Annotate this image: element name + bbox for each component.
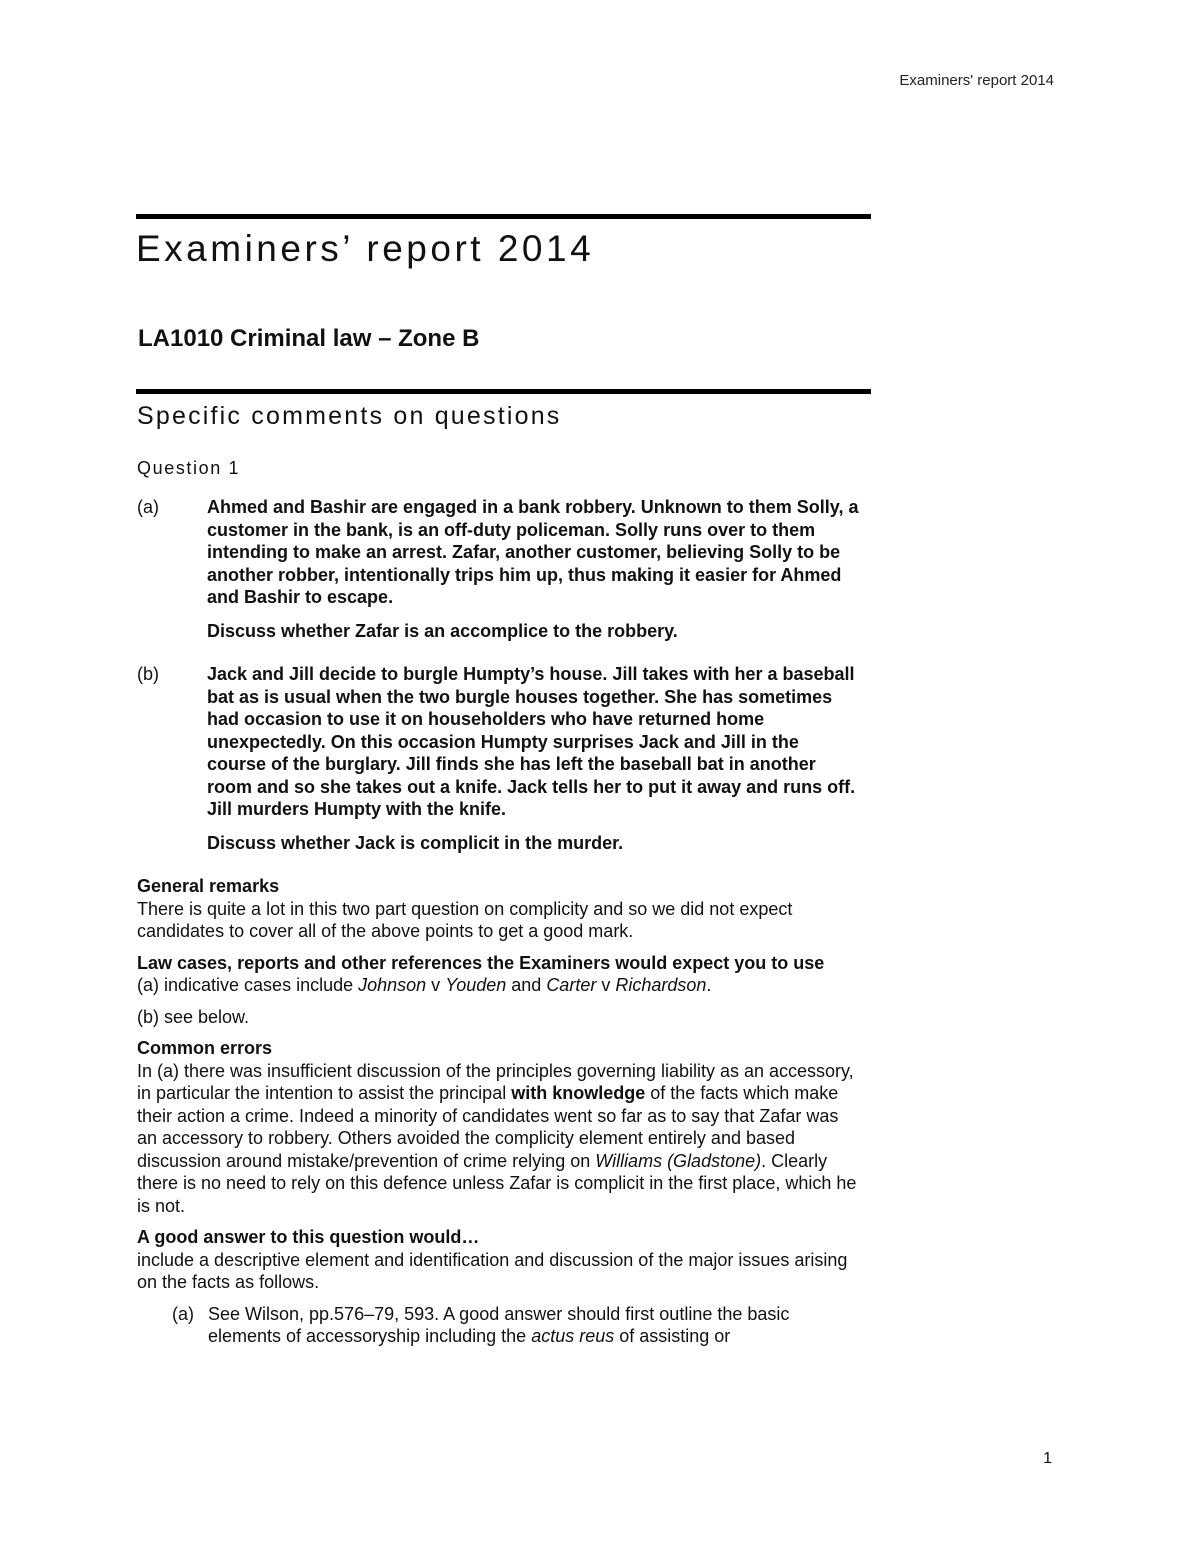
document-title: Examiners’ report 2014 [136,228,595,269]
general-remarks-text: There is quite a lot in this two part question on complicity and so we did not expect candidates to cover all of the above points to get a good mark. [137,898,793,941]
common-errors-heading: Common errors [137,1038,273,1058]
running-header: Examiners' report 2014 [899,72,1054,89]
latin-term: actus reus [531,1326,615,1346]
page-number: 1 [1043,1450,1052,1467]
good-answer [137,1226,862,1348]
course-subtitle: LA1010 Criminal law – Zone B [138,325,480,352]
case-name: Johnson [358,975,427,995]
main-content [137,458,862,1354]
case-name: Carter [546,975,597,995]
general-remarks [137,875,862,943]
references-a: (a) indicative cases include Johnson v Youden and Carter v Richardson. [137,975,712,995]
part-label: (a) [137,497,159,517]
section-title: Specific comments on questions [137,402,562,430]
middle-rule [136,389,871,394]
references-heading: Law cases, reports and other references the Examiners would expect you to use [137,952,825,973]
good-answer-heading: A good answer to this question would… [137,1227,480,1247]
good-answer-item-a [172,1303,862,1348]
case-name: Richardson [615,975,707,995]
question-label: Question 1 [137,458,241,478]
top-rule [136,214,871,219]
common-errors [137,1037,862,1217]
question-part-a [137,496,862,653]
part-task: Discuss whether Jack is complicit in the murder. [207,832,624,853]
good-answer-intro: include a descriptive element and identification and discussion of the major issues arising on the facts as follows. [137,1249,848,1292]
question-part-b [137,663,862,865]
item-label: (a) [172,1303,194,1324]
references-b: (b) see below. [137,1006,250,1027]
part-task: Discuss whether Zafar is an accomplice to the robbery. [207,620,678,641]
references-section [137,952,862,1029]
part-text: Jack and Jill decide to burgle Humpty’s house. Jill takes with her a baseball bat as is usual when the two burgle houses together. She has sometimes had occasion to use it on householders who have returned home unexpectedly. On this occasion Humpty surprises Jack and Jill in the course of the burglary. Jill finds she has left the baseball bat in another room and so she takes out a knife. Jack tells her to put it away and runs off. Jill murders Humpty with the knife. [207,664,856,819]
emphasis: with knowledge [511,1083,646,1103]
case-name: Youden [445,975,507,995]
common-errors-text: In (a) there was insufficient discussion of the principles governing liability as an accessory, in particular the intention to assist the principal with knowledge of the facts which make their action a crime. Indeed a minority of candidates went so far as to say that Zafar was an accessory to robbery. Others avoided the complicity element entirely and based discussion around mistake/prevention of crime relying on Williams (Gladstone). Clearly there is no need to rely on this defence unless Zafar is complicit in the first place, which he is not. [137,1060,857,1216]
part-text: Ahmed and Bashir are engaged in a bank robbery. Unknown to them Solly, a customer in the bank, is an off-duty policeman. Solly runs over to them intending to make an arrest. Zafar, another customer, believing Solly to be another robber, intentionally trips him up, thus making it easier for Ahmed and Bashir to escape. [207,497,859,607]
general-remarks-heading: General remarks [137,876,280,896]
part-label: (b) [137,664,159,684]
item-text: See Wilson, pp.576–79, 593. A good answer should first outline the basic elements of accessoryship including the actus reus of assisting or [208,1303,790,1346]
case-name: Williams (Gladstone) [595,1150,762,1171]
